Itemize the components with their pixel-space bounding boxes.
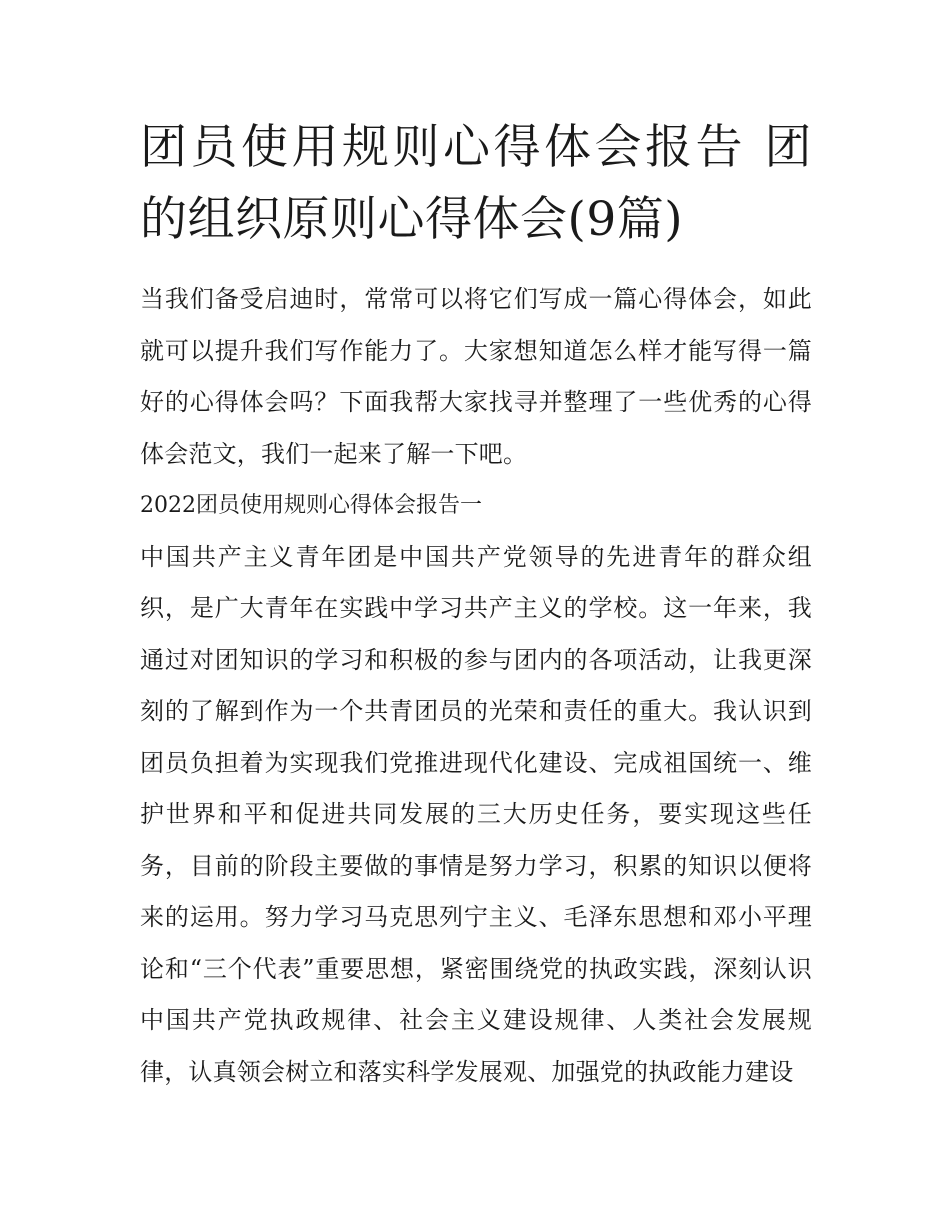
section-heading: 2022团员使用规则心得体会报告一 [140,493,482,518]
document-title: 团员使用规则心得体会报告 团的组织原则心得体会(9篇) [140,120,812,247]
body-paragraph: 中国共产主义青年团是中国共产党领导的先进青年的群众组织，是广大青年在实践中学习共产主义的学校。这一年来，我通过对团知识的学习和积极的参与团内的各项活动，让我更深刻的了解到作为一个共青团员的光荣和责任的重大。我认识到团员负担着为实现我们党推进现代化建设、完成祖国统一、维护世界和平和促进共同发展的三大历史任务，要实现这些任务，目前的阶段主要做的事情是努力学习，积累的知识以便将来的运用。努力学习马克思列宁主义、毛泽东思想和邓小平理论和“三个代表”重要思想，紧密围绕党的执政实践，深刻认识中国共产党执政规律、社会主义建设规律、人类社会发展规律，认真领会树立和落实科学发展观、加强党的执政能力建设 [140,542,812,1086]
intro-paragraph: 当我们备受启迪时，常常可以将它们写成一篇心得体会，如此就可以提升我们写作能力了。大家想知道怎么样才能写得一篇好的心得体会吗？下面我帮大家找寻并整理了一些优秀的心得体会范文，我们一起来了解一下吧。 [140,285,812,468]
document-page [140,112,812,1098]
